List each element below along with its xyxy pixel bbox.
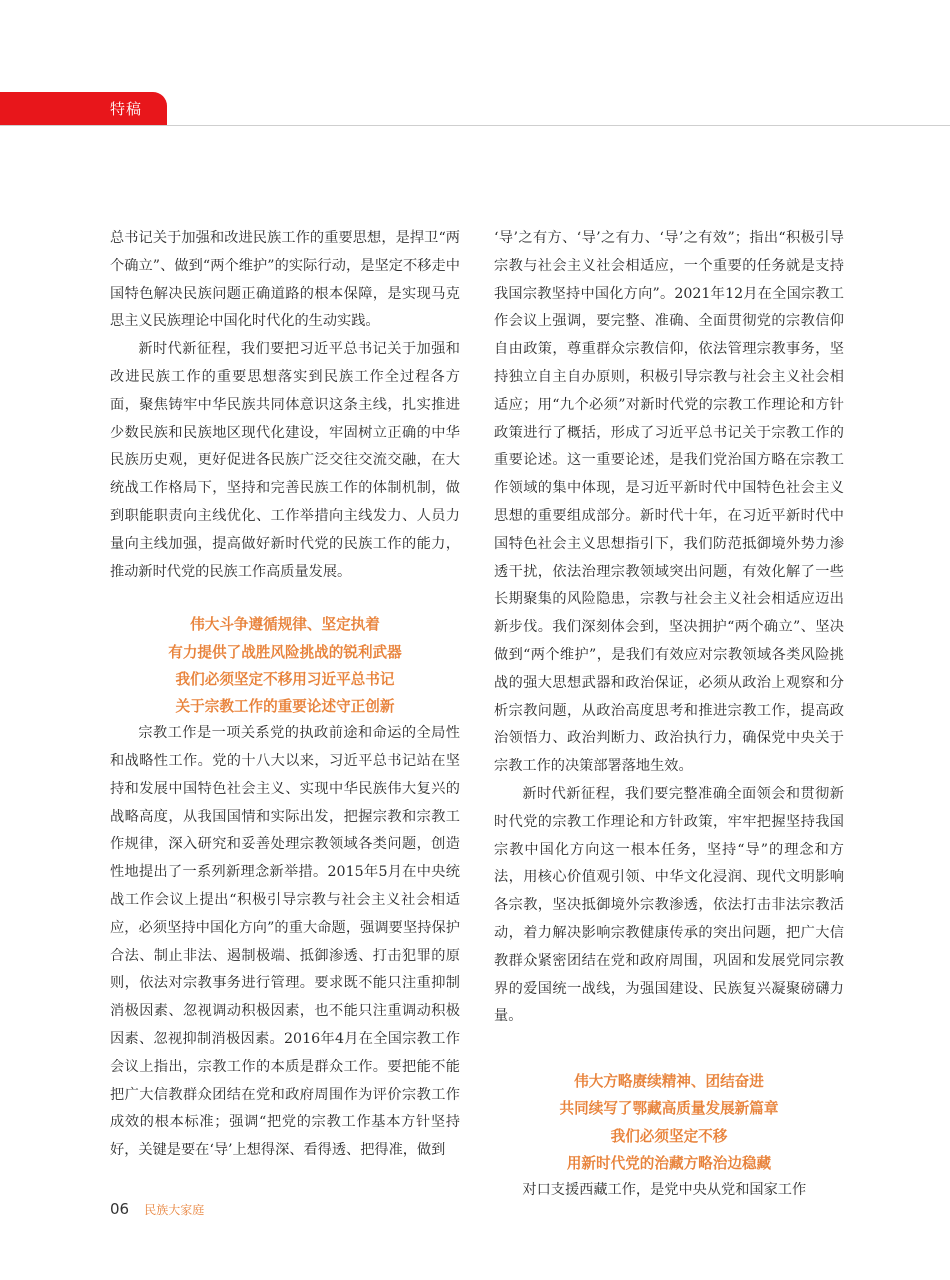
left-column — [110, 225, 460, 1165]
paragraph: ‘导’之有方、‘导’之有力、‘导’之有效”；指出“积极引导宗教与社会主义社会相适应，一个重要的任务就是支持我国宗教坚持中国化方向”。2021年12月在全国宗教工作会议上强调，要完整、准确、全面贯彻党的宗教信仰自由政策，尊重群众宗教信仰，依法管理宗教事务，坚持独立自主自办原则，积极引导宗教与社会主义社会相适应；用“九个必须”对新时代党的宗教工作理论和方针政策进行了概括，形成了习近平总书记关于宗教工作的重要论述。这一重要论述，是我们党治国方略在宗教工作领域的集中体现，是习近平新时代中国特色社会主义思想的重要组成部分。新时代十年，在习近平新时代中国特色社会主义思想指引下，我们防范抵御境外势力渗透干扰，依法治理宗教领域突出问题，有效化解了一些长期聚集的风险隐患，宗教与社会主义社会相适应迈出新步伐。我们深刻体会到，坚决拥护“两个确立”、坚决做到“两个维护”，是我们有效应对宗教领域各类风险挑战的强大思想武器和政治保证，必须从政治上观察和分析宗教问题，从政治高度思考和推进宗教工作，提高政治领悟力、政治判断力、政治执行力，确保党中央关于宗教工作的决策部署落地生效。 — [494, 230, 844, 775]
heading-line: 我们必须坚定不移用习近平总书记 — [175, 670, 395, 688]
paragraph: 对口支援西藏工作，是党中央从党和国家工作 — [522, 1181, 807, 1198]
heading-line: 共同续写了鄂藏高质量发展新篇章 — [559, 1100, 779, 1118]
section-label: 特稿 — [110, 100, 143, 118]
right-column — [494, 225, 844, 1205]
section-heading — [110, 611, 460, 720]
heading-line: 关于宗教工作的重要论述守正创新 — [175, 697, 395, 715]
heading-line: 我们必须坚定不移 — [610, 1127, 728, 1145]
header-rule — [0, 125, 950, 126]
page-number: 06 — [110, 1200, 130, 1218]
page-footer — [110, 1199, 204, 1218]
magazine-name: 民族大家庭 — [144, 1203, 205, 1217]
paragraph: 新时代新征程，我们要完整准确全面领会和贯彻新时代党的宗教工作理论和方针政策，牢牢把握坚持我国宗教中国化方向这一根本任务，坚持“导”的理念和方法，用核心价值观引领、中华文化浸润、现代文明影响各宗教，坚决抵御境外宗教渗透，依法打击非法宗教活动，着力解决影响宗教健康传承的突出问题，把广大信教群众紧密团结在党和政府周围，巩固和发展党同宗教界的爱国统一战线，为强国建设、民族复兴凝聚磅礴力量。 — [494, 785, 844, 1025]
heading-line: 伟大方略赓续精神、团结奋进 — [574, 1073, 764, 1091]
heading-line: 有力提供了战胜风险挑战的锐利武器 — [168, 643, 402, 661]
paragraph: 宗教工作是一项关系党的执政前途和命运的全局性和战略性工作。党的十八大以来，习近平总书记站在坚持和发展中国特色社会主义、实现中华民族伟大复兴的战略高度，从我国国情和实际出发，把握宗教和宗教工作规律，深入研究和妥善处理宗教领域各类问题，创造性地提出了一系列新理念新举措。2015年5月在中央统战工作会议上提出“积极引导宗教与社会主义社会相适应，必须坚持中国化方向”的重大命题，强调要坚持保护合法、制止非法、遏制极端、抵御渗透、打击犯罪的原则，依法对宗教事务进行管理。要求既不能只注重抑制消极因素、忽视调动积极因素，也不能只注重调动积极因素、忽视抑制消极因素。2016年4月在全国宗教工作会议上指出，宗教工作的本质是群众工作。要把能不能把广大信教群众团结在党和政府周围作为评价宗教工作成效的根本标准；强调“把党的宗教工作基本方针坚持好，关键是要在‘导’上想得深、看得透、把得准，做到 — [110, 725, 460, 1159]
section-heading — [494, 1068, 844, 1177]
heading-line: 用新时代党的治藏方略治边稳藏 — [566, 1154, 772, 1172]
paragraph: 新时代新征程，我们要把习近平总书记关于加强和改进民族工作的重要思想落实到民族工作全过程各方面，聚焦铸牢中华民族共同体意识这条主线，扎实推进少数民族和民族地区现代化建设，牢固树立正确的中华民族历史观，更好促进各民族广泛交往交流交融，在大统战工作格局下，坚持和完善民族工作的体制机制，做到职能职责向主线优化、工作举措向主线发力、人员力量向主线加强，提高做好新时代党的民族工作的能力，推动新时代党的民族工作高质量发展。 — [110, 341, 460, 580]
paragraph: 总书记关于加强和改进民族工作的重要思想，是捍卫“两个确立”、做到“两个维护”的实际行动，是坚定不移走中国特色解决民族问题正确道路的根本保障，是实现马克思主义民族理论中国化时代化的生动实践。 — [110, 230, 460, 330]
heading-line: 伟大斗争遵循规律、坚定执着 — [190, 616, 380, 634]
